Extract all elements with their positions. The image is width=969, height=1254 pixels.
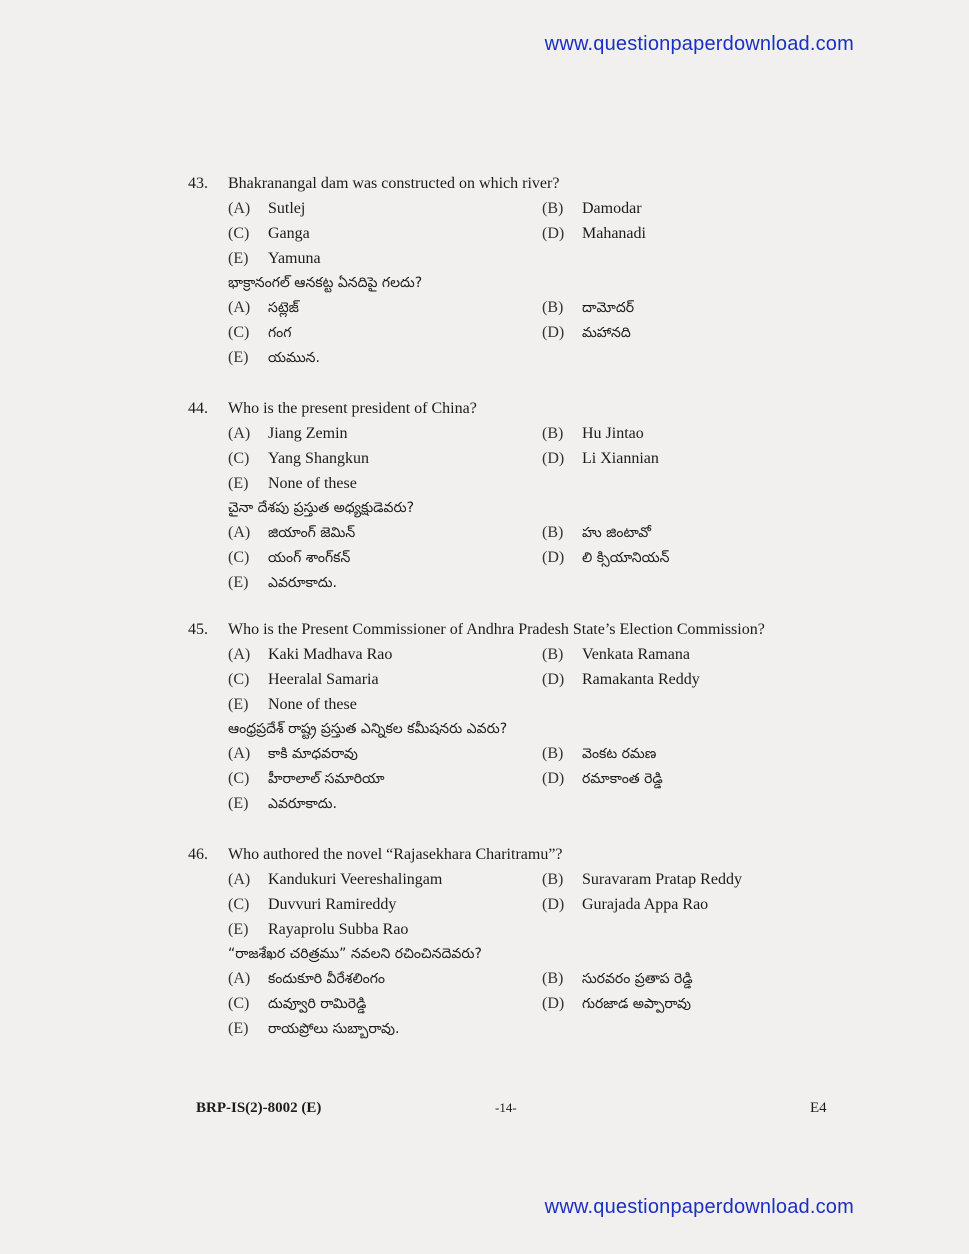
option-d: (D) Li Xiannian bbox=[542, 450, 659, 467]
option-a: (A) Kandukuri Veereshalingam bbox=[228, 871, 443, 888]
option-b-telugu: (B) దామోదర్ bbox=[542, 299, 635, 316]
option-c-telugu: (C) గంగ bbox=[228, 324, 292, 341]
question-text-telugu: చైనా దేశపు ప్రస్తుత అధ్యక్షుడెవరు? bbox=[228, 500, 415, 516]
option-b: (B) Hu Jintao bbox=[542, 425, 644, 442]
option-e-telugu: (E) ఎవరూకాదు. bbox=[228, 795, 337, 812]
option-c-telugu: (C) దువ్వూరి రామిరెడ్డి bbox=[228, 995, 367, 1012]
question-44 bbox=[188, 397, 808, 595]
option-e: (E) Yamuna bbox=[228, 250, 321, 267]
question-text-telugu: “రాజశేఖర చరిత్రము” నవలని రచించినదెవరు? bbox=[228, 946, 482, 962]
option-c: (C) Yang Shangkun bbox=[228, 450, 370, 467]
option-d-telugu: (D) లి క్సియానియన్ bbox=[542, 549, 670, 566]
question-text: Bhakranangal dam was constructed on which river? bbox=[228, 175, 560, 192]
question-text: Who is the Present Commissioner of Andhra Pradesh State’s Election Commission? bbox=[228, 621, 765, 638]
question-number: 46. bbox=[188, 846, 208, 863]
option-d-telugu: (D) రమాకాంత రెడ్డి bbox=[542, 770, 663, 787]
option-b: (B) Damodar bbox=[542, 200, 642, 217]
question-text-telugu: భాక్రానంగల్ ఆనకట్ట ఏనదిపై గలదు? bbox=[228, 275, 423, 291]
option-b-telugu: (B) సురవరం ప్రతాప రెడ్డి bbox=[542, 970, 693, 987]
option-c-telugu: (C) హీరాలాల్ సమారియా bbox=[228, 770, 385, 787]
page-number: -14- bbox=[495, 1100, 517, 1115]
option-c: (C) Duvvuri Ramireddy bbox=[228, 896, 397, 913]
option-a-telugu: (A) కందుకూరి వీరేశలింగం bbox=[228, 970, 386, 987]
paper-code: BRP-IS(2)-8002 (E) bbox=[196, 1100, 322, 1116]
option-e-telugu: (E) ఎవరూకాదు. bbox=[228, 574, 337, 591]
option-d-telugu: (D) మహానది bbox=[542, 324, 631, 341]
option-d: (D) Mahanadi bbox=[542, 225, 646, 242]
option-a: (A) Jiang Zemin bbox=[228, 425, 348, 442]
question-text: Who is the present president of China? bbox=[228, 400, 477, 417]
option-a: (A) Kaki Madhava Rao bbox=[228, 646, 393, 663]
option-b: (B) Venkata Ramana bbox=[542, 646, 690, 663]
watermark-bottom: www.questionpaperdownload.com bbox=[544, 1196, 854, 1218]
question-stem bbox=[188, 172, 808, 196]
option-a-telugu: (A) జియాంగ్ జెమిన్ bbox=[228, 524, 356, 541]
option-b-telugu: (B) వెంకట రమణ bbox=[542, 745, 657, 762]
option-d: (D) Ramakanta Reddy bbox=[542, 671, 700, 688]
watermark-top: www.questionpaperdownload.com bbox=[544, 33, 854, 55]
option-a-telugu: (A) కాకి మాధవరావు bbox=[228, 745, 358, 762]
option-b: (B) Suravaram Pratap Reddy bbox=[542, 871, 742, 888]
question-text-telugu: ఆంధ్రప్రదేశ్ రాష్ట్ర ప్రస్తుత ఎన్నికల కమీషనరు ఎవరు? bbox=[228, 721, 508, 737]
option-d: (D) Gurajada Appa Rao bbox=[542, 896, 709, 913]
option-e: (E) None of these bbox=[228, 696, 357, 713]
question-stem bbox=[188, 397, 808, 421]
question-number: 44. bbox=[188, 400, 208, 417]
option-e-telugu: (E) రాయప్రోలు సుబ్బారావు. bbox=[228, 1020, 400, 1037]
question-46 bbox=[188, 843, 808, 1041]
question-stem bbox=[188, 618, 808, 642]
question-number: 45. bbox=[188, 621, 208, 638]
set-code: E4 bbox=[810, 1100, 827, 1116]
question-number: 43. bbox=[188, 175, 208, 192]
question-45 bbox=[188, 618, 808, 816]
option-c: (C) Ganga bbox=[228, 225, 310, 242]
question-43 bbox=[188, 172, 808, 370]
option-e-telugu: (E) యమున. bbox=[228, 349, 320, 366]
option-c: (C) Heeralal Samaria bbox=[228, 671, 379, 688]
option-a: (A) Sutlej bbox=[228, 200, 306, 217]
option-e: (E) Rayaprolu Subba Rao bbox=[228, 921, 409, 938]
option-c-telugu: (C) యంగ్ శాంగ్‌కన్ bbox=[228, 549, 351, 566]
option-b-telugu: (B) హు జింటావో bbox=[542, 524, 651, 541]
question-stem bbox=[188, 843, 808, 867]
option-d-telugu: (D) గురజాడ అప్పారావు bbox=[542, 995, 692, 1012]
option-a-telugu: (A) సట్లెజ్ bbox=[228, 299, 299, 316]
option-e: (E) None of these bbox=[228, 475, 357, 492]
question-text: Who authored the novel “Rajasekhara Charitramu”? bbox=[228, 846, 563, 863]
